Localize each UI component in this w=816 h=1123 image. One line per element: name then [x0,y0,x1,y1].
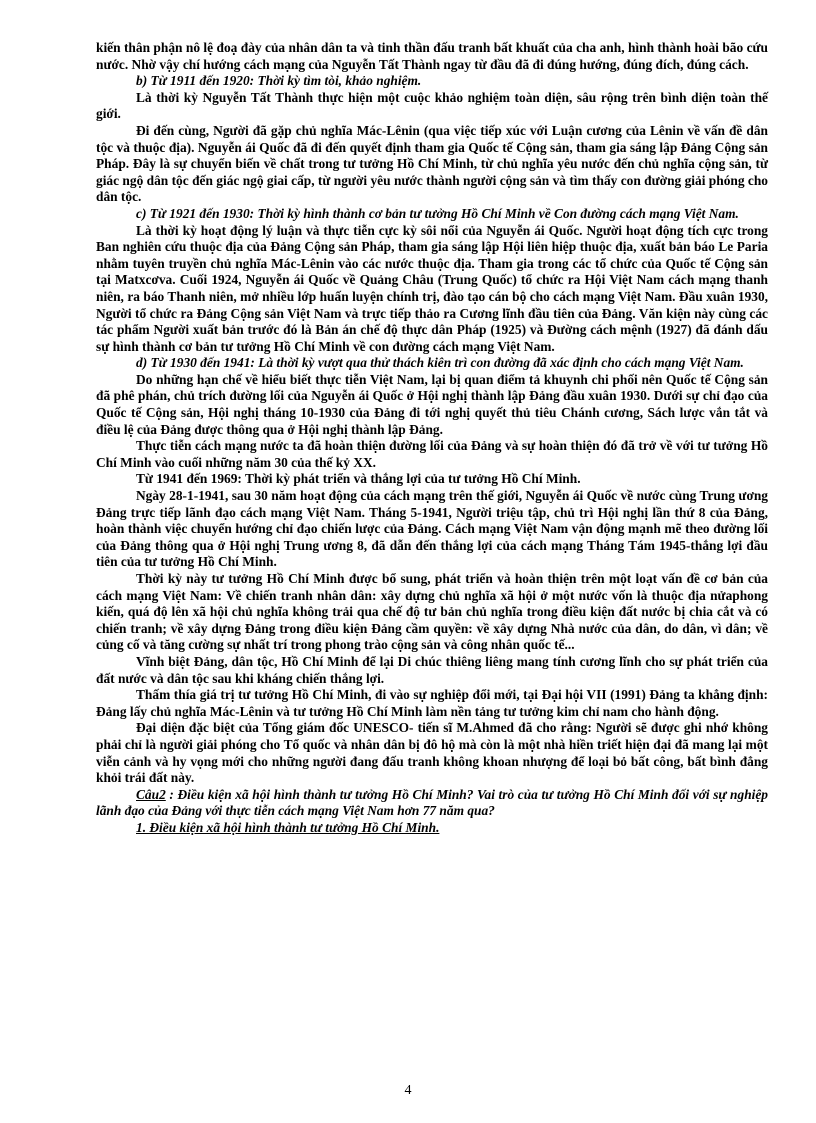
section-heading-1930-1941: d) Từ 1930 đến 1941: Là thời kỳ vượt qua thử thách kiên trì con đường đã xác định cho cách mạng Việt Nam. [136,355,744,371]
page-number: 4 [404,1083,412,1098]
paragraph: Ngày 28-1-1941, sau 30 năm hoạt động của cách mạng trên thế giới, Nguyễn ái Quốc về nước cùng Trung ương Đảng trực tiếp lãnh đạo cách mạng Việt Nam. Tháng 5-1941, Người triệu tập, chủ trì Hội nghị lần thứ 8 của Đảng, hoàn thành việc chuyển hướng chỉ đạo chiến lược của Đảng. Cách mạng Việt Nam vận động mạnh mẽ theo đường lối của Đảng thông qua ở Hội nghị Trung ương 8, đã dẫn đến thắng lợi của cách mạng Tháng Tám 1945-thắng lợi đầu tiên của tư tưởng Hồ Chí Minh. [96,488,768,570]
section-heading-1921-1930: c) Từ 1921 đến 1930: Thời kỳ hình thành cơ bản tư tưởng Hồ Chí Minh về Con đường cách mạng Việt Nam. [136,205,739,221]
paragraph-intro-continuation: kiến thân phận nô lệ đoạ đày của nhân dân ta và tinh thần đấu tranh bất khuất của cha anh, hình thành hoài bão cứu nước. Nhờ vậy chí hướng cách mạng của Nguyễn Tất Thành ngay từ đầu đã đi đúng hướng, đúng đích, đúng cách. [96,40,768,72]
section-heading-1911-1920: b) Từ 1911 đến 1920: Thời kỳ tìm tòi, khảo nghiệm. [136,73,422,89]
paragraph: Đại diện đặc biệt của Tổng giám đốc UNESCO- tiến sĩ M.Ahmed đã cho rằng: Người sẽ được ghi nhớ không phải chỉ là người giải phóng cho Tổ quốc và nhân dân bị đô hộ mà còn là một nhà hiền triết hiện đại đã mang lại một viễn cảnh và hy vọng mới cho những người đang đấu tranh không khoan nhượng để loại bỏ bất công, bất bình đẳng khỏi trái đất này. [96,720,768,786]
paragraph: Do những hạn chế về hiểu biết thực tiễn Việt Nam, lại bị quan điểm tả khuynh chi phối nên Quốc tế Cộng sản đã phê phán, chủ trích đường lối của Nguyễn ái Quốc ở Hội nghị thành lập Đảng đầu xuân 1930. Dưới sự chỉ đạo của Quốc tế Cộng sản, Hội nghị tháng 10-1930 của Đảng đi tới nghị quyết thủ tiêu Chánh cương, Sách lược vắn tắt và điều lệ của Đảng được thông qua ở Hội nghị thành lập Đảng. [96,371,768,437]
paragraph: Là thời kỳ Nguyễn Tất Thành thực hiện một cuộc khảo nghiệm toàn diện, sâu rộng trên bình diện toàn thế giới. [96,89,768,122]
question-2 [96,787,768,820]
question-label: Câu2 [136,786,166,802]
paragraph: Là thời kỳ hoạt động lý luận và thực tiễn cực kỳ sôi nổi của Nguyễn ái Quốc. Người hoạt động tích cực trong Ban nghiên cứu thuộc địa của Đảng Cộng sản Pháp, tham gia sáng lập Hội liên hiệp thuộc địa, xuất bản báo Le Paria nhằm tuyên truyền chủ nghĩa Mác-Lênin vào các nước thuộc địa. Tham gia trong các tổ chức của Quốc tế Cộng sản tại Matxcơva. Cuối 1924, Nguyễn ái Quốc về Quảng Châu (Trung Quốc) tổ chức ra Hội Việt Nam cách mạng thanh niên, ra báo Thanh niên, mở nhiều lớp huấn luyện chính trị, đào tạo cán bộ cho cách mạng Việt Nam. Đầu xuân 1930, Người tổ chức ra Đảng Cộng sản Việt Nam và trực tiếp thảo ra Cương lĩnh đầu tiên của Đảng. Văn kiện này cùng các tác phẩm Người xuất bản trước đó là Bản án chế độ thực dân Pháp (1925) và Đường cách mệnh (1927) đã đánh dấu sự hình thành cơ bản tư tưởng Hồ Chí Minh về con đường cách mạng Việt Nam. [96,222,768,354]
section-heading-1941-1969: Từ 1941 đến 1969: Thời kỳ phát triển và thắng lợi của tư tưởng Hồ Chí Minh. [136,471,581,487]
question-text: : Điều kiện xã hội hình thành tư tưởng Hồ Chí Minh? Vai trò của tư tưởng Hồ Chí Minh đối với sự nghiệp lãnh đạo của Đảng với thực tiễn cách mạng Việt Nam hơn 77 năm qua? [96,786,768,819]
paragraph: Đi đến cùng, Người đã gặp chủ nghĩa Mác-Lênin (qua việc tiếp xúc với Luận cương của Lênin về vấn đề dân tộc và thuộc địa). Nguyễn ái Quốc đã đi đến quyết định tham gia Quốc tế Cộng sản, tham gia sáng lập Đảng Cộng sản Pháp. Đây là sự chuyển biến về chất trong tư tưởng Hồ Chí Minh, từ chủ nghĩa yêu nước đến chủ nghĩa cộng sản, từ giác ngộ dân tộc đến giác ngộ giai cấp, từ người yêu nước thành người cộng sản và tìm thấy con đường giải phóng cho dân tộc. [96,122,768,205]
subsection-heading: 1. Điều kiện xã hội hình thành tư tưởng Hồ Chí Minh. [136,819,440,835]
document-body [96,40,768,837]
paragraph: Thấm thía giá trị tư tưởng Hồ Chí Minh, đi vào sự nghiệp đổi mới, tại Đại hội VII (1991) Đảng ta khẳng định: Đảng lấy chủ nghĩa Mác-Lênin và tư tưởng Hồ Chí Minh làm nền tảng tư tưởng kim chỉ nam cho hành động. [96,687,768,719]
paragraph: Thực tiễn cách mạng nước ta đã hoàn thiện đường lối của Đảng và sự hoàn thiện đó đã trở về với tư tưởng Hồ Chí Minh vào cuối những năm 30 của thế kỷ XX. [96,438,768,470]
paragraph: Vĩnh biệt Đảng, dân tộc, Hồ Chí Minh để lại Di chúc thiêng liêng mang tính cương lĩnh cho sự phát triển của đất nước và dân tộc sau khi kháng chiến thắng lợi. [96,653,768,686]
paragraph: Thời kỳ này tư tưởng Hồ Chí Minh được bổ sung, phát triển và hoàn thiện trên một loạt vấn đề cơ bản của cách mạng Việt Nam: Về chiến tranh nhân dân: xây dựng chủ nghĩa xã hội ở một nước vốn là thuộc địa nửaphong kiến, quá độ lên xã hội chủ nghĩa không trải qua chế độ tư bản chủ nghĩa trong điều kiện đất nước bị chia cắt và có chiến tranh; về xây dựng Đảng trong điều kiện Đảng cầm quyền: về xây dựng Nhà nước của dân, do dân, vì dân; về củng cố và tăng cường sự nhất trí trong phong trào cộng sản và công nhân quốc tế... [96,571,768,653]
